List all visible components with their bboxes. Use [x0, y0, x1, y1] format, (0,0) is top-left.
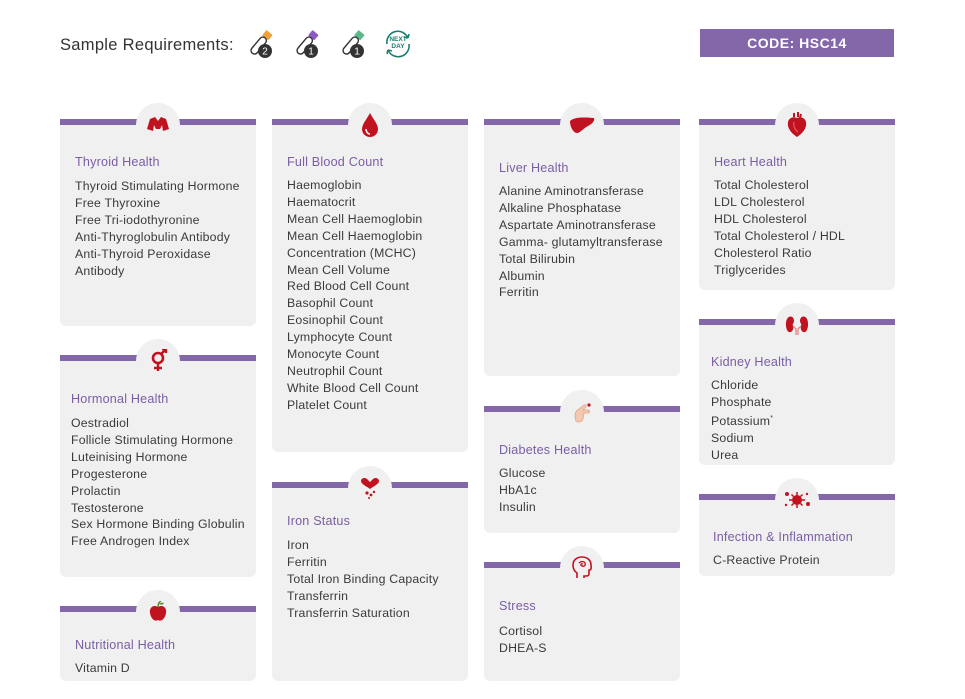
- diabetes-card: [484, 406, 680, 533]
- list-item: Glucose: [499, 466, 546, 480]
- list-item: Thyroid Stimulating Hormone: [75, 179, 240, 193]
- liver-card: [484, 119, 680, 376]
- list-item: Free Tri-iodothyronine: [75, 212, 200, 227]
- list-item: Eosinophil Count: [287, 313, 384, 328]
- stress-card: [484, 562, 680, 681]
- list-item: Testosterone: [71, 500, 144, 515]
- section-title: Nutritional Health: [75, 638, 176, 652]
- list-item: LDL Cholesterol: [714, 194, 805, 209]
- list-item: Haematocrit: [287, 194, 356, 209]
- section-title: Hormonal Health: [71, 392, 169, 406]
- list-item: Sodium: [711, 430, 754, 445]
- list-item: Oestradiol: [71, 416, 130, 430]
- purple-cap-tube-icon: [289, 27, 323, 61]
- list-item: Triglycerides: [714, 262, 786, 277]
- list-item: Alkaline Phosphatase: [499, 200, 622, 215]
- list-item: Iron: [287, 538, 309, 552]
- potassium-label: Potassium: [711, 413, 771, 428]
- list-item: Prolactin: [71, 483, 121, 498]
- list-item: Lymphocyte Count: [287, 330, 393, 345]
- list-item: Anti-Thyroglobulin Antibody: [75, 229, 231, 244]
- section-title: Kidney Health: [711, 355, 793, 369]
- tube-count: 2: [262, 46, 268, 58]
- infection-card: [699, 494, 895, 576]
- next-day-icon: [381, 27, 415, 61]
- list-item: Total Cholesterol / HDL: [714, 228, 846, 243]
- list-item: Cortisol: [499, 624, 543, 638]
- section-title: Heart Health: [714, 155, 788, 169]
- list-item: Mean Cell Haemoglobin: [287, 211, 423, 226]
- section-title: Stress: [499, 599, 536, 613]
- hormonal-card: [60, 355, 256, 577]
- list-item: Alanine Aminotransferase: [499, 184, 644, 198]
- section-title: Full Blood Count: [287, 155, 384, 169]
- list-item: Chloride: [711, 378, 759, 392]
- footnote-mark: *: [770, 414, 774, 422]
- list-item: Mean Cell Volume: [287, 262, 390, 277]
- list-item: Concentration (MCHC): [287, 245, 417, 260]
- list-item: Ferritin: [287, 554, 327, 569]
- heart-drops-icon: [348, 466, 392, 510]
- list-item: Albumin: [499, 268, 545, 283]
- list-item: Luteinising Hormone: [71, 449, 188, 464]
- next-day-line1: NEXT: [389, 36, 407, 43]
- sample-requirements-label: Sample Requirements:: [60, 36, 234, 54]
- list-item: Total Bilirubin: [499, 251, 576, 266]
- list-item: Sex Hormone Binding Globulin: [71, 517, 245, 532]
- green-cap-tube-icon: [335, 27, 369, 61]
- section-title: Infection & Inflammation: [713, 530, 853, 544]
- list-item: Aspartate Aminotransferase: [499, 217, 656, 232]
- list-item: Neutrophil Count: [287, 363, 383, 378]
- thyroid-icon: [136, 103, 180, 147]
- list-item: Basophil Count: [287, 296, 374, 311]
- list-item: Free Androgen Index: [71, 534, 190, 549]
- heart-card: [699, 119, 895, 290]
- full-blood-count-card: [272, 119, 468, 452]
- code-badge: CODE: HSC14: [700, 29, 894, 57]
- section-title: Thyroid Health: [75, 155, 160, 169]
- orange-cap-tube-icon: [243, 27, 277, 61]
- list-item: Monocyte Count: [287, 347, 380, 362]
- gender-symbol-icon: [136, 339, 180, 383]
- list-item: C-Reactive Protein: [713, 553, 820, 567]
- list-item: Haemoglobin: [287, 178, 362, 192]
- list-item: Anti-Thyroid Peroxidase: [75, 246, 211, 261]
- tube-count: 1: [308, 46, 314, 58]
- list-item: Platelet Count: [287, 397, 368, 412]
- next-day-line2: DAY: [391, 43, 405, 50]
- list-item: Red Blood Cell Count: [287, 279, 410, 294]
- list-item: DHEA-S: [499, 640, 547, 655]
- iron-status-card: [272, 482, 468, 681]
- head-stress-icon: [560, 546, 604, 590]
- kidney-card: [699, 319, 895, 465]
- list-item: Free Thyroxine: [75, 195, 161, 210]
- list-item: HbA1c: [499, 482, 537, 497]
- list-item: Total Iron Binding Capacity: [287, 571, 439, 586]
- list-item: HDL Cholesterol: [714, 211, 807, 226]
- list-item: Phosphate: [711, 394, 772, 409]
- section-title: Liver Health: [499, 161, 569, 175]
- heart-organ-icon: [775, 103, 819, 147]
- kidneys-icon: [775, 303, 819, 347]
- tube-count: 1: [354, 46, 360, 58]
- list-item: [711, 411, 773, 430]
- list-item: Progesterone: [71, 466, 148, 481]
- list-item: Vitamin D: [75, 661, 130, 675]
- list-item: Transferrin: [287, 588, 349, 603]
- list-item: White Blood Cell Count: [287, 380, 419, 395]
- liver-icon: [560, 103, 604, 147]
- list-item: Insulin: [499, 499, 536, 514]
- list-item: Antibody: [75, 263, 125, 278]
- list-item: Ferritin: [499, 285, 539, 300]
- thyroid-card: [60, 119, 256, 326]
- apple-icon: [136, 590, 180, 634]
- list-item: Urea: [711, 447, 739, 462]
- section-title: Iron Status: [287, 514, 351, 528]
- list-item: Follicle Stimulating Hormone: [71, 432, 234, 447]
- list-item: Cholesterol Ratio: [714, 245, 812, 260]
- list-item: Total Cholesterol: [714, 178, 809, 192]
- nutritional-card: [60, 606, 256, 681]
- list-item: Gamma- glutamyltransferase: [499, 234, 663, 249]
- finger-prick-icon: [560, 390, 604, 434]
- virus-icon: [775, 478, 819, 522]
- list-item: Transferrin Saturation: [287, 605, 410, 620]
- blood-drop-icon: [348, 103, 392, 147]
- section-title: Diabetes Health: [499, 443, 592, 457]
- list-item: Mean Cell Haemoglobin: [287, 228, 423, 243]
